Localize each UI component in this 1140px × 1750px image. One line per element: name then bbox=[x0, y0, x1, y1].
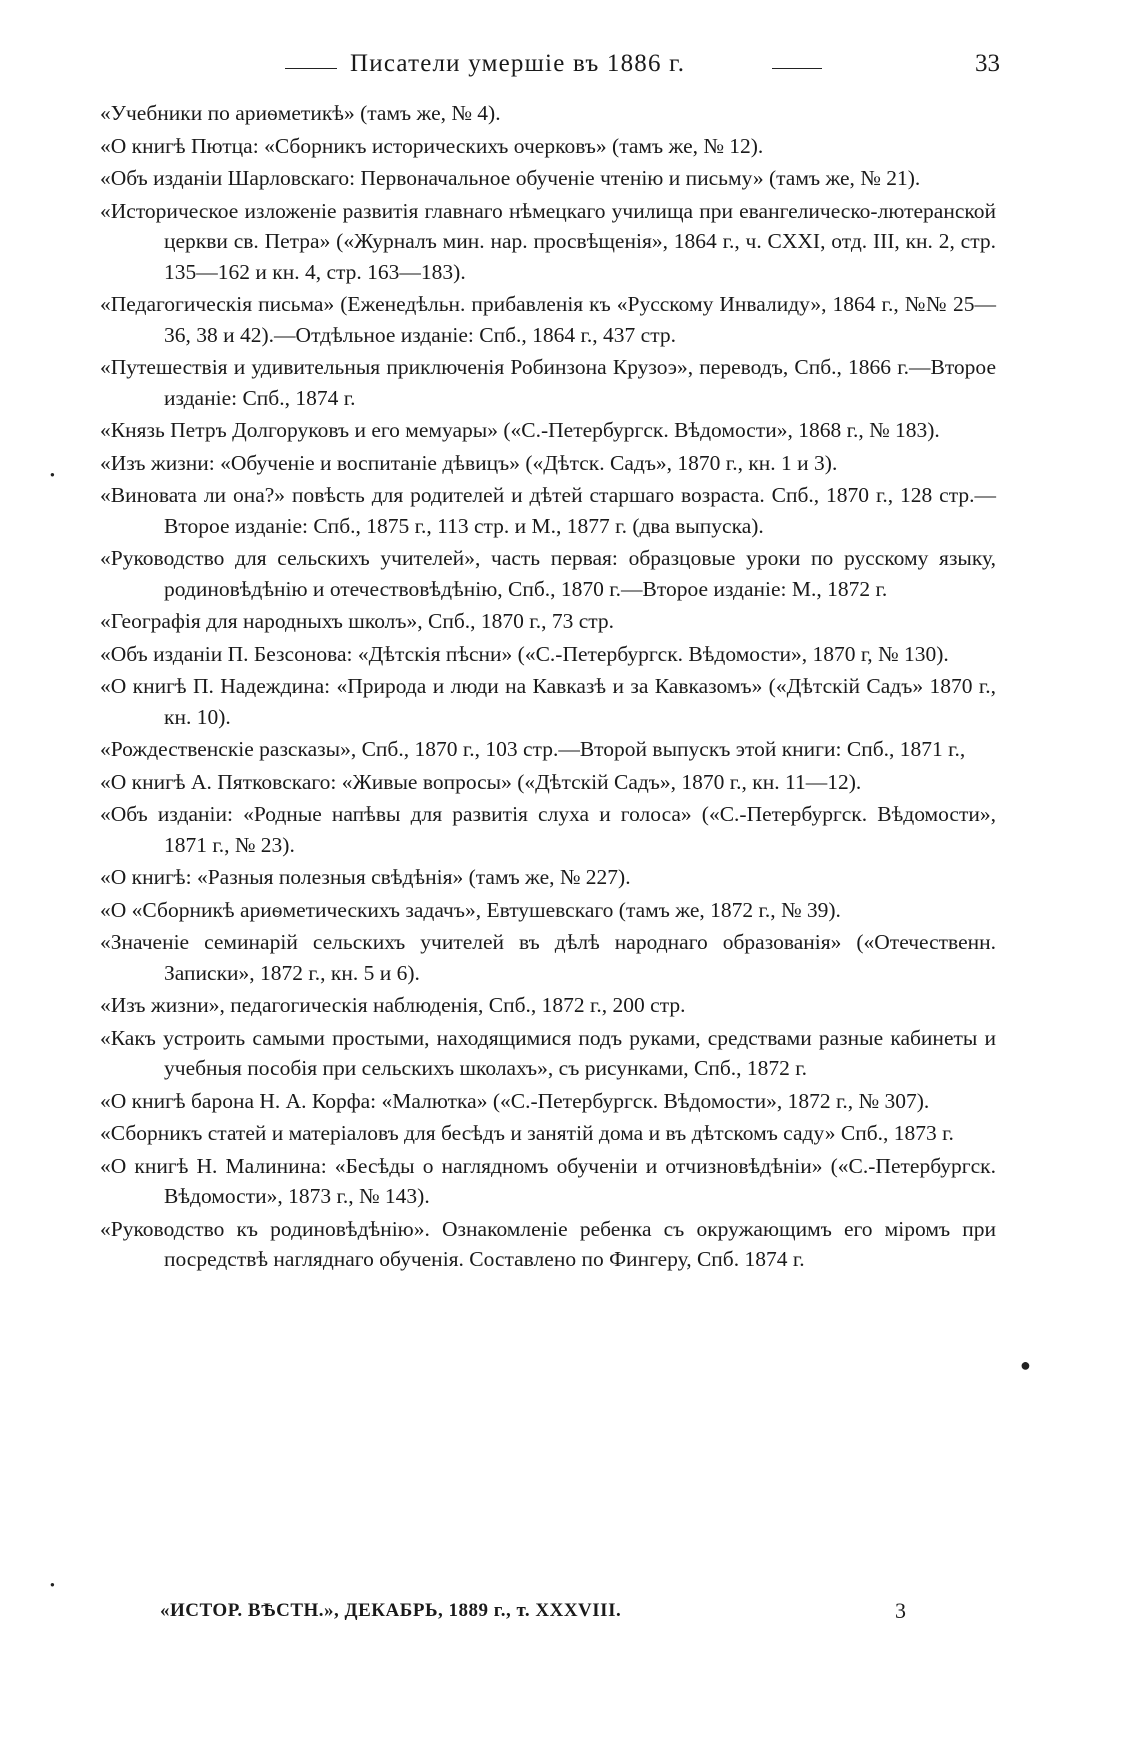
footer-source: «ИСТОР. ВѢСТН.», ДЕКАБРЬ, 1889 г., т. XXXVIII. bbox=[160, 1600, 622, 1621]
margin-speck-icon: ● bbox=[50, 470, 55, 479]
bibliography-entry: «Объ изданіи П. Безсонова: «Дѣтскія пѣсни» («С.-Петербургск. Вѣдомости», 1870 г, № 130). bbox=[100, 641, 949, 666]
bibliography-entry: «О книгѣ Н. Малинина: «Бесѣды о наглядномъ обученіи и отчизновѣдѣніи» («С.-Петербургск. Вѣдомости», 1873 г., № 143). bbox=[100, 1153, 996, 1208]
bibliography-entry: «Объ изданіи Шарловскаго: Первоначальное обученіе чтенію и письму» (тамъ же, № 21). bbox=[100, 166, 921, 190]
bibliography-entry: «Рождественскіе разсказы», Спб., 1870 г., 103 стр.—Второй выпускъ этой книги: Спб., 1871 г., bbox=[100, 737, 966, 761]
bibliography-list bbox=[100, 98, 996, 1277]
bibliography-entry: «Руководство для сельскихъ учителей», часть первая: образцовые уроки по русскому языку, родиновѣдѣнію и отечествовѣдѣнію, Спб., 1870 г.—Второе изданіе: М., 1872 г. bbox=[100, 546, 996, 601]
bibliography-entry: «О книгѣ барона Н. А. Корфа: «Малютка» («С.-Петербургск. Вѣдомости», 1872 г., № 307). bbox=[100, 1088, 930, 1113]
bibliography-entry: «Изъ жизни», педагогическія наблюденія, Спб., 1872 г., 200 стр. bbox=[100, 993, 686, 1017]
bibliography-entry: «О книгѣ П. Надеждина: «Природа и люди на Кавказѣ и за Кавказомъ» («Дѣтскій Садъ» 1870 г., кн. 10). bbox=[100, 674, 996, 729]
signature-mark: 3 bbox=[895, 1598, 906, 1623]
running-header bbox=[100, 50, 1000, 84]
page-footer bbox=[160, 1600, 920, 1630]
bibliography-entry: «Руководство къ родиновѣдѣнію». Ознакомленіе ребенка съ окружающимъ его міромъ при посредствѣ нагляднаго обученія. Составлено по Фингеру, Спб. 1874 г. bbox=[100, 1216, 996, 1271]
bibliography-entry: «Географія для народныхъ школъ», Спб., 1870 г., 73 стр. bbox=[100, 609, 615, 633]
bibliography-entry: «Объ изданіи: «Родные напѣвы для развитія слуха и голоса» («С.-Петербургск. Вѣдомости», 1871 г., № 23). bbox=[100, 802, 996, 857]
bibliography-entry: «Педагогическія письма» (Еженедѣльн. прибавленія къ «Русскому Инвалиду», 1864 г., №№ 25—36, 38 и 42).—Отдѣльное изданіе: Спб., 1864 г., 437 стр. bbox=[100, 292, 996, 347]
bibliography-entry: «Путешествія и удивительныя приключенія Робинзона Крузоэ», переводъ, Спб., 1866 г.—Второе изданіе: Спб., 1874 г. bbox=[100, 355, 996, 410]
page-number: 33 bbox=[975, 50, 1000, 77]
margin-speck-icon: ● bbox=[50, 1580, 55, 1589]
bibliography-entry: «Виновата ли она?» повѣсть для родителей и дѣтей старшаго возраста. Спб., 1870 г., 128 стр.—Второе изданіе: Спб., 1875 г., 113 стр. и М., 1877 г. (два выпуска). bbox=[100, 483, 996, 538]
bibliography-entry: «Сборникъ статей и матеріаловъ для бесѣдъ и занятій дома и въ дѣтскомъ саду» Спб., 1873 г. bbox=[100, 1121, 954, 1145]
bibliography-entry: «О книгѣ Пютца: «Сборникъ историческихъ очерковъ» (тамъ же, № 12). bbox=[100, 133, 764, 158]
header-rule-right bbox=[772, 68, 822, 69]
bibliography-entry: «Изъ жизни: «Обученіе и воспитаніе дѣвицъ» («Дѣтск. Садъ», 1870 г., кн. 1 и 3). bbox=[100, 450, 838, 475]
bibliography-entry: «О «Сборникѣ ариѳметическихъ задачъ», Евтушевскаго (тамъ же, 1872 г., № 39). bbox=[100, 897, 841, 922]
bibliography-entry: «Какъ устроить самыми простыми, находящимися подъ руками, средствами разные кабинеты и учебныя пособія при сельскихъ школахъ», съ рисунками, Спб., 1872 г. bbox=[100, 1025, 996, 1080]
bibliography-entry: «Князь Петръ Долгоруковъ и его мемуары» («С.-Петербургск. Вѣдомости», 1868 г., № 183). bbox=[100, 418, 940, 442]
bibliography-entry: «О книгѣ: «Разныя полезныя свѣдѣнія» (тамъ же, № 227). bbox=[100, 865, 631, 889]
bibliography-entry: «Значеніе семинарій сельскихъ учителей въ дѣлѣ народнаго образованія» («Отечественн. Записки», 1872 г., кн. 5 и 6). bbox=[100, 930, 996, 985]
bibliography-entry: «Учебники по ариѳметикѣ» (тамъ же, № 4). bbox=[100, 101, 501, 125]
header-rule-left bbox=[285, 68, 337, 69]
running-title: Писатели умершіе въ 1886 г. bbox=[350, 50, 686, 77]
bibliography-entry: «О книгѣ А. Пятковскаго: «Живые вопросы» («Дѣтскій Садъ», 1870 г., кн. 11—12). bbox=[100, 769, 862, 794]
margin-dot-icon: ● bbox=[1020, 1355, 1031, 1375]
bibliography-entry: «Историческое изложеніе развитія главнаго нѣмецкаго училища при евангелическо-лютеранской церкви св. Петра» («Журналъ мин. нар. просвѣщенія», 1864 г., ч. CXXI, отд. III, кн. 2, стр. 135—162 и кн. 4, стр. 163—183). bbox=[100, 198, 996, 284]
